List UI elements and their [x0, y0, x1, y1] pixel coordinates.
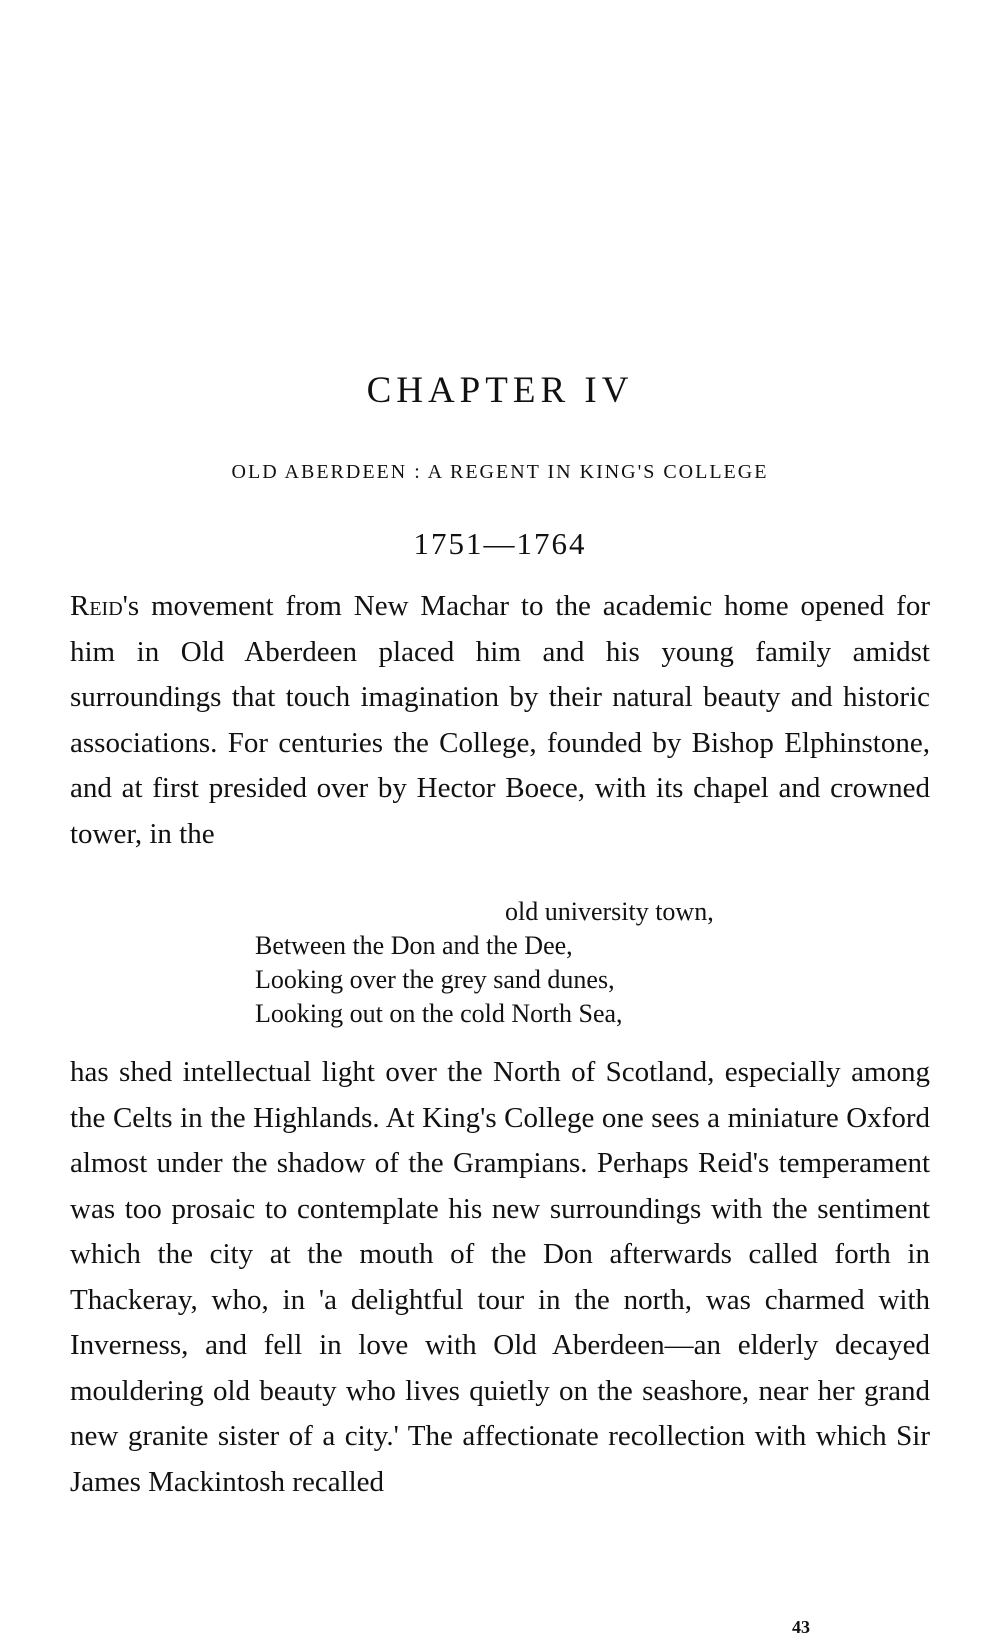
verse-line: Between the Don and the Dee, — [255, 931, 573, 960]
chapter-heading: CHAPTER IV — [366, 370, 634, 411]
verse-quotation — [255, 895, 855, 1031]
chapter-title: OLD ABERDEEN : A REGENT IN KING'S COLLEGE — [231, 461, 769, 483]
paragraph-1-text: 's movement from New Machar to the academic home opened for him in Old Aberdeen placed him and his young family amidst surroundings that touch imagination by their natural beauty and historic associations. For centuries the College, founded by Bishop Elphinstone, and at first presided over by Hector Boece, with its chapel and crowned tower, in the — [70, 590, 930, 850]
verse-line: Looking over the grey sand dunes, — [255, 965, 615, 994]
chapter-dates: 1751—1764 — [413, 526, 587, 561]
paragraph-2: has shed intellectual light over the North of Scotland, especially among the Celts in the Highlands. At King's College one sees a miniature Oxford almost under the shadow of the Grampians. Perhaps Reid's temperament was too prosaic to contemplate his new surroundings with the sentiment which the city at the mouth of the Don afterwards called forth in Thackeray, who, in 'a delightful tour in the north, was charmed with Inverness, and fell in love with Old Aberdeen—an elderly decayed mouldering old beauty who lives quietly on the seashore, near her grand new granite sister of a city.' The affectionate recollection with which Sir James Mackintosh recalled — [70, 1056, 930, 1498]
page-number: 43 — [792, 1617, 810, 1637]
paragraph-1 — [70, 584, 930, 857]
verse-line: Looking out on the cold North Sea, — [255, 999, 623, 1028]
paragraph-1-lead-word: Reid — [70, 590, 123, 622]
verse-line: old university town, — [505, 897, 714, 926]
